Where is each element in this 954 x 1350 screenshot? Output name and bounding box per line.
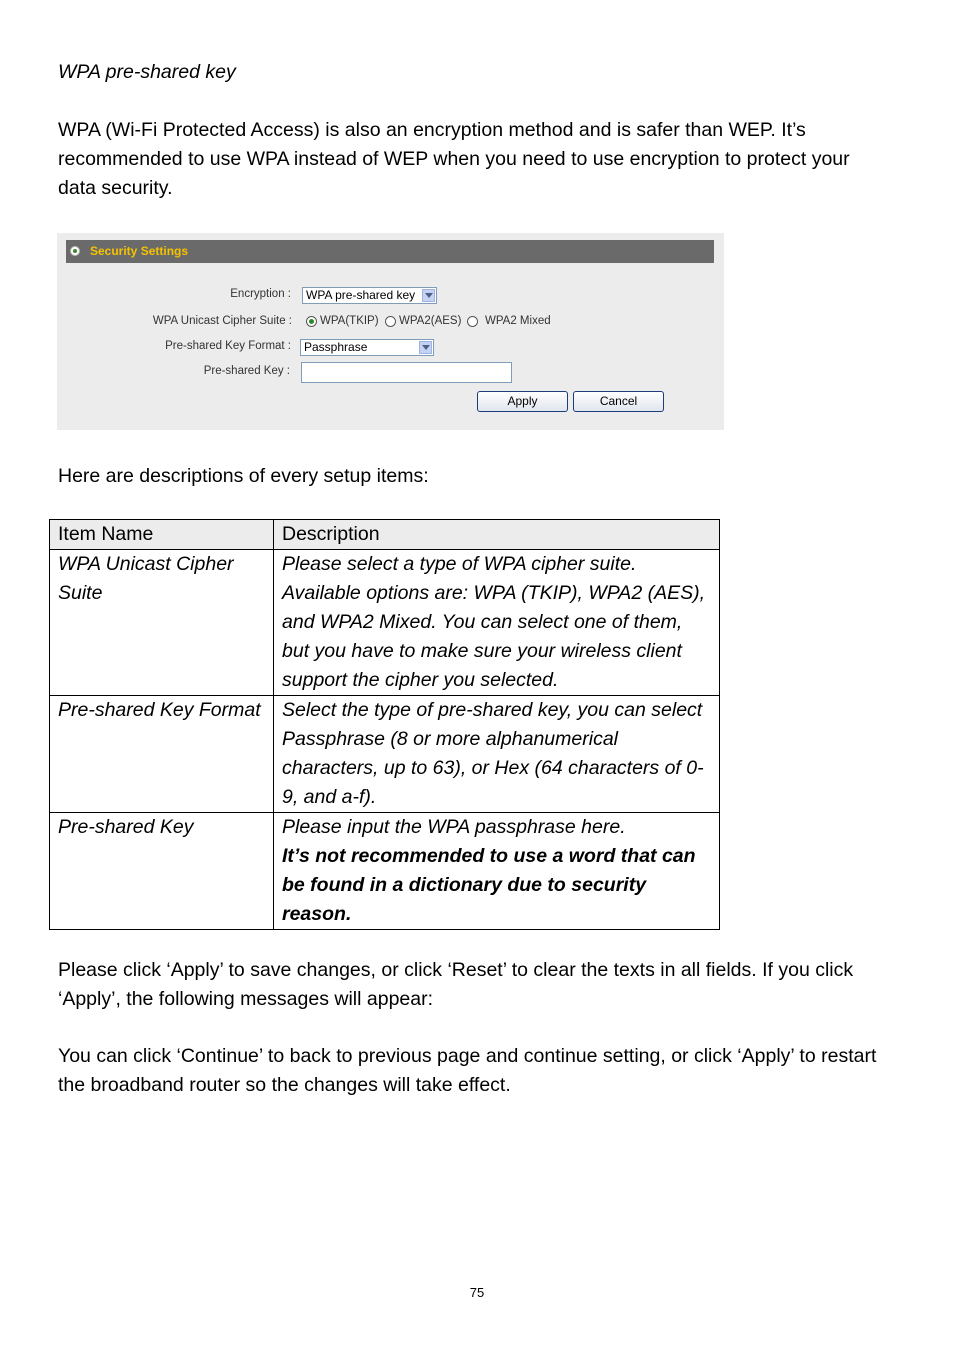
- cipher-radio-mixed[interactable]: [467, 316, 478, 327]
- key-format-label: Pre-shared Key Format :: [165, 340, 291, 352]
- setup-items-table: [49, 519, 720, 930]
- chevron-down-icon[interactable]: [422, 289, 435, 302]
- item-description-cell: [274, 550, 720, 696]
- panel-title: Security Settings: [90, 244, 189, 258]
- continue-note-paragraph: You can click ‘Continue’ to back to previous page and continue setting, or click ‘Apply’ to restart the broadband router so the changes will take effect.: [58, 1045, 877, 1096]
- table-header-row: [50, 520, 720, 550]
- bullet-icon: [70, 246, 80, 256]
- item-name-cell: Pre-shared Key: [50, 813, 274, 930]
- intro-paragraph: WPA (Wi-Fi Protected Access) is also an encryption method and is safer than WEP. It’s recommended to use WPA instead of WEP when you need to use encryption to protect your data security.: [58, 119, 850, 199]
- pre-shared-key-input[interactable]: [301, 362, 512, 383]
- column-header-description: Description: [274, 520, 720, 550]
- cipher-option-mixed: WPA2 Mixed: [485, 315, 551, 327]
- apply-note-paragraph: Please click ‘Apply’ to save changes, or click ‘Reset’ to clear the texts in all fields. If you click ‘Apply’, the following messages will appear:: [58, 959, 854, 1010]
- cancel-button[interactable]: Cancel: [573, 391, 664, 412]
- column-header-item-name: Item Name: [50, 520, 274, 550]
- table-row: [50, 813, 720, 930]
- panel-header-bar: [66, 240, 714, 263]
- descriptions-intro: Here are descriptions of every setup items:: [58, 465, 429, 487]
- cipher-suite-label: WPA Unicast Cipher Suite :: [152, 315, 292, 327]
- cipher-option-aes: WPA2(AES): [399, 315, 462, 327]
- key-format-value: Passphrase: [304, 340, 368, 354]
- item-description-text: Please input the WPA passphrase here.: [282, 816, 626, 838]
- apply-button[interactable]: Apply: [477, 391, 568, 412]
- chevron-down-icon[interactable]: [419, 341, 432, 354]
- cipher-radio-tkip[interactable]: [306, 316, 317, 327]
- encryption-value: WPA pre-shared key: [306, 288, 416, 302]
- item-description-text: Select the type of pre-shared key, you can select Passphrase (8 or more alphanumerical characters, up to 63), or Hex (64 characters of 0-9, and a-f).: [282, 699, 704, 808]
- table-row: [50, 550, 720, 696]
- cipher-radio-aes[interactable]: [385, 316, 396, 327]
- page-number: 75: [469, 1285, 485, 1300]
- cipher-option-tkip: WPA(TKIP): [320, 315, 379, 327]
- item-description-cell: [274, 696, 720, 813]
- security-warning-text: It’s not recommended to use a word that can be found in a dictionary due to security reason.: [282, 845, 696, 925]
- item-description-cell: [274, 813, 720, 930]
- item-name-cell: Pre-shared Key Format: [50, 696, 274, 813]
- item-name-cell: WPA Unicast Cipher Suite: [50, 550, 274, 696]
- security-settings-screenshot: [57, 233, 724, 430]
- section-heading: WPA pre-shared key: [58, 61, 236, 83]
- encryption-label: Encryption :: [230, 288, 291, 300]
- key-format-select[interactable]: [300, 339, 434, 356]
- table-row: [50, 696, 720, 813]
- item-description-text: Please select a type of WPA cipher suite. Available options are: WPA (TKIP), WPA2 (AES), and WPA2 Mixed. You can select one of them, but you have to make sure your wireless client support the cipher you selected.: [282, 553, 706, 691]
- pre-shared-key-label: Pre-shared Key :: [203, 365, 290, 377]
- encryption-select[interactable]: [302, 287, 437, 304]
